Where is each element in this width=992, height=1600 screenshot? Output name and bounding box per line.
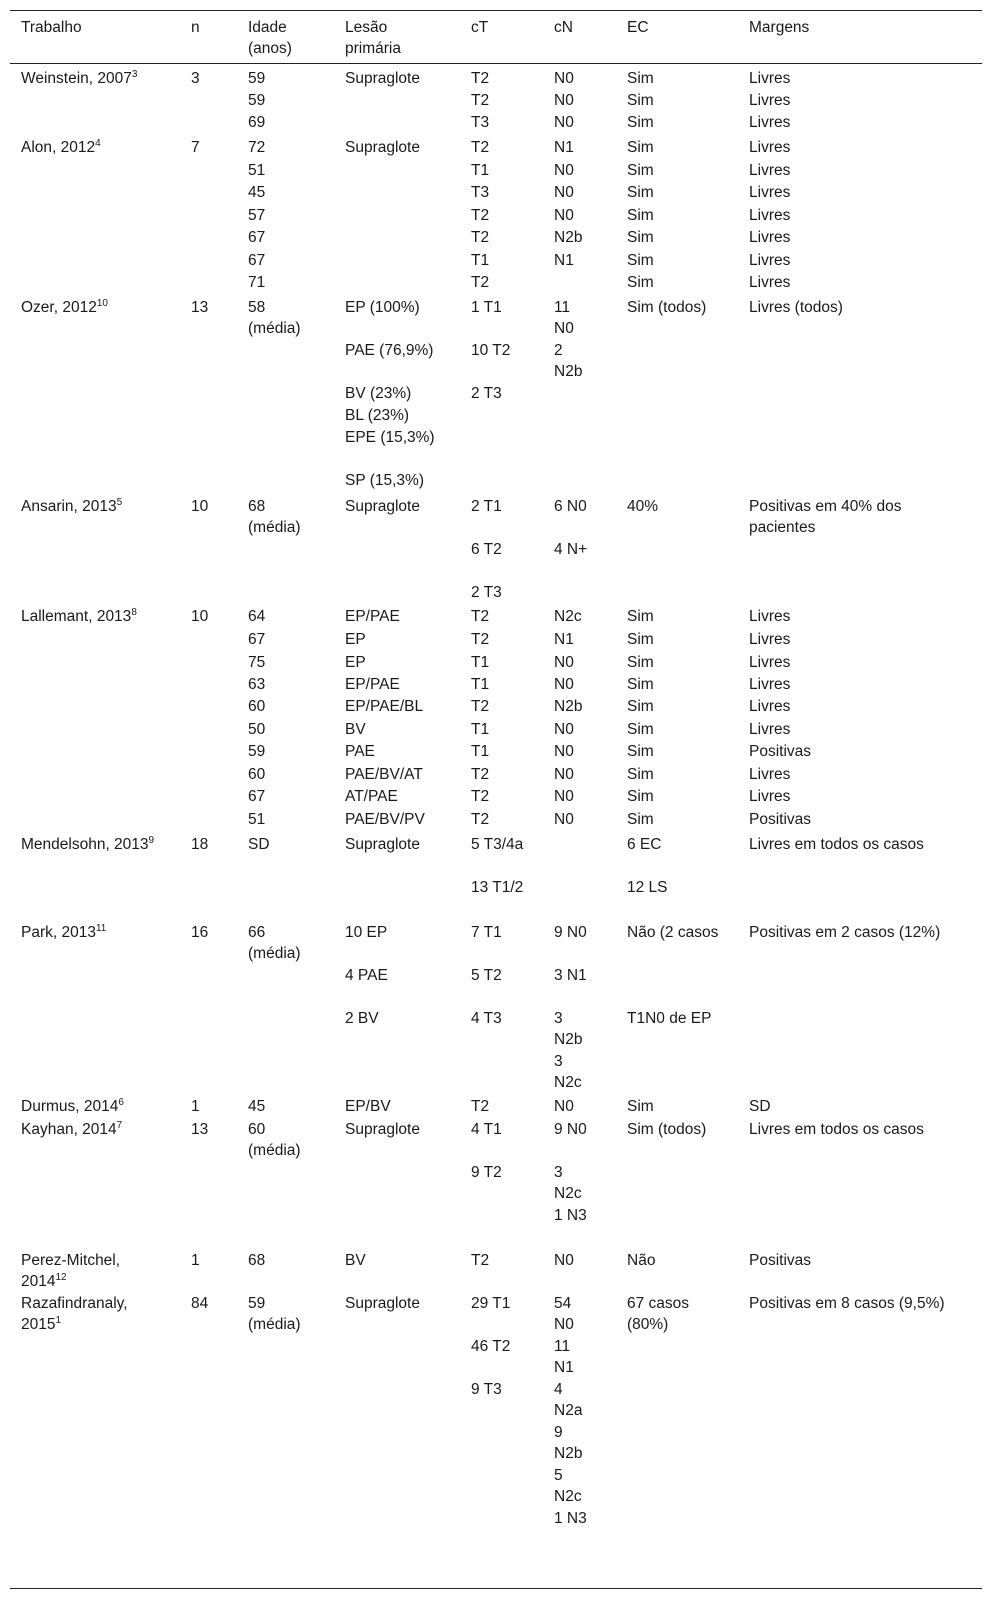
cell-cn: 11 N1: [554, 1338, 574, 1376]
cell-ec: Sim: [627, 252, 654, 269]
col-header-trabalho: Trabalho: [21, 19, 82, 36]
cell-lesao: PAE/BV/PV: [345, 811, 425, 828]
cell-ec: 12 LS: [627, 879, 668, 896]
cell-ec: Sim: [627, 676, 654, 693]
col-header-cn: cN: [554, 19, 573, 36]
cell-margens: Livres: [749, 788, 791, 805]
cell-trabalho: Weinstein, 2007$^3$: [21, 69, 138, 87]
cell-idade: 60: [248, 698, 266, 715]
cell-ec: Sim: [627, 1098, 654, 1115]
cell-margens: Livres: [749, 766, 791, 783]
cell-cn: 9 N0: [554, 924, 587, 941]
cell-ct: 46 T2: [471, 1338, 511, 1355]
cell-ct: T1: [471, 654, 490, 671]
cell-cn: 3 N2b: [554, 1010, 583, 1048]
cell-cn: N0: [554, 743, 574, 760]
cell-n: 10: [191, 608, 209, 625]
cell-lesao: 4 PAE: [345, 967, 388, 984]
cell-lesao: BL (23%): [345, 407, 410, 424]
cell-ec: T1N0 de EP: [627, 1010, 712, 1027]
cell-margens: Livres: [749, 70, 791, 87]
cell-margens: Livres: [749, 114, 791, 131]
cell-lesao: 2 BV: [345, 1010, 379, 1027]
cell-n: 7: [191, 139, 200, 156]
cell-margens: Livres: [749, 698, 791, 715]
cell-idade: 51: [248, 811, 266, 828]
cell-lesao: AT/PAE: [345, 788, 398, 805]
cell-ct: 4 T3: [471, 1010, 502, 1027]
cell-trabalho: Alon, 2012$^4$: [21, 138, 101, 156]
cell-ct: 5 T2: [471, 967, 502, 984]
cell-trabalho: Mendelsohn, 2013$^9$: [21, 835, 155, 853]
cell-margens: Livres: [749, 184, 791, 201]
cell-ct: T2: [471, 1252, 490, 1269]
cell-lesao: SP (15,3%): [345, 472, 424, 489]
cell-lesao: 10 EP: [345, 924, 388, 941]
cell-ec: 67 casos (80%): [627, 1295, 690, 1333]
cell-lesao: EP/PAE: [345, 608, 400, 625]
cell-idade: 68: [248, 1252, 266, 1269]
cell-margens: Livres em todos os casos: [749, 1121, 924, 1138]
cell-n: 84: [191, 1295, 209, 1312]
cell-cn: N0: [554, 1098, 574, 1115]
cell-margens: Livres: [749, 631, 791, 648]
cell-cn: N0: [554, 92, 574, 109]
cell-n: 13: [191, 1121, 209, 1138]
cell-ec: Sim: [627, 207, 654, 224]
cell-idade: 50: [248, 721, 266, 738]
cell-ct: T1: [471, 676, 490, 693]
cell-idade: 75: [248, 654, 266, 671]
cell-ec: 40%: [627, 498, 659, 515]
cell-margens: Positivas: [749, 1252, 812, 1269]
cell-cn: 1 N3: [554, 1510, 587, 1527]
cell-idade: 67: [248, 788, 266, 805]
col-header-ec: EC: [627, 19, 649, 36]
cell-lesao: EP (100%): [345, 299, 420, 316]
cell-cn: N0: [554, 811, 574, 828]
cell-cn: N0: [554, 207, 574, 224]
cell-cn: N0: [554, 654, 574, 671]
cell-ct: T1: [471, 743, 490, 760]
cell-cn: 5 N2c: [554, 1467, 582, 1505]
cell-lesao: EPE (15,3%): [345, 429, 435, 446]
cell-cn: N2b: [554, 698, 583, 715]
cell-idade: 63: [248, 676, 266, 693]
cell-lesao: Supraglote: [345, 70, 420, 87]
cell-ec: Sim: [627, 743, 654, 760]
cell-cn: N0: [554, 114, 574, 131]
cell-ct: 9 T2: [471, 1164, 502, 1181]
cell-ec: Sim: [627, 721, 654, 738]
cell-cn: 6 N0: [554, 498, 587, 515]
reference-number: 11: [95, 923, 107, 934]
cell-cn: N0: [554, 721, 574, 738]
cell-ct: 5 T3/4a: [471, 836, 524, 853]
cell-ec: Sim: [627, 766, 654, 783]
cell-cn: N0: [554, 766, 574, 783]
cell-ec: Sim: [627, 788, 654, 805]
cell-ec: Sim (todos): [627, 1121, 707, 1138]
cell-ct: T2: [471, 788, 490, 805]
cell-idade: 45: [248, 184, 266, 201]
cell-ec: Sim: [627, 654, 654, 671]
cell-cn: N0: [554, 1252, 574, 1269]
cell-cn: N0: [554, 70, 574, 87]
reference-number: 8: [131, 607, 137, 618]
cell-cn: N0: [554, 162, 574, 179]
cell-trabalho: Kayhan, 2014$^7$: [21, 1120, 123, 1138]
cell-trabalho: Ozer, 2012$^{10}$: [21, 298, 108, 316]
cell-trabalho: Razafindranaly, 2015$^1$: [21, 1295, 128, 1333]
cell-ct: T2: [471, 274, 490, 291]
col-header-ct: cT: [471, 19, 489, 36]
cell-idade: 67: [248, 229, 266, 246]
cell-idade: 59 (média): [248, 1295, 301, 1333]
cell-ct: T2: [471, 229, 490, 246]
cell-margens: Positivas em 40% dos pacientes: [749, 498, 902, 536]
cell-ec: Sim: [627, 229, 654, 246]
cell-cn: N0: [554, 184, 574, 201]
cell-ct: 29 T1: [471, 1295, 511, 1312]
cell-n: 18: [191, 836, 209, 853]
cell-lesao: PAE/BV/AT: [345, 766, 423, 783]
cell-ct: T2: [471, 698, 490, 715]
cell-cn: 9 N2b: [554, 1424, 583, 1462]
cell-cn: 3 N2c: [554, 1164, 582, 1202]
cell-margens: Livres: [749, 139, 791, 156]
cell-n: 3: [191, 70, 200, 87]
cell-ct: T1: [471, 162, 490, 179]
cell-lesao: Supraglote: [345, 139, 420, 156]
cell-ct: T2: [471, 608, 490, 625]
cell-lesao: BV: [345, 1252, 366, 1269]
cell-margens: Livres: [749, 229, 791, 246]
cell-ct: 2 T1: [471, 498, 502, 515]
cell-ec: Sim: [627, 274, 654, 291]
cell-cn: 3 N1: [554, 967, 587, 984]
cell-cn: 9 N0: [554, 1121, 587, 1138]
cell-lesao: BV: [345, 721, 366, 738]
cell-n: 10: [191, 498, 209, 515]
cell-idade: 59: [248, 70, 266, 87]
cell-idade: 59: [248, 92, 266, 109]
cell-margens: Positivas em 2 casos (12%): [749, 924, 941, 941]
cell-lesao: EP: [345, 654, 366, 671]
cell-idade: 68 (média): [248, 498, 301, 536]
reference-number: 12: [55, 1272, 67, 1283]
cell-margens: Positivas: [749, 743, 812, 760]
cell-lesao: PAE: [345, 743, 375, 760]
cell-ec: Sim: [627, 92, 654, 109]
cell-margens: Positivas: [749, 811, 812, 828]
cell-ct: 7 T1: [471, 924, 502, 941]
cell-idade: 51: [248, 162, 266, 179]
cell-ec: Sim: [627, 184, 654, 201]
cell-ct: 9 T3: [471, 1381, 502, 1398]
cell-ct: T2: [471, 70, 490, 87]
cell-ec: Sim: [627, 114, 654, 131]
cell-cn: N0: [554, 788, 574, 805]
cell-idade: 58 (média): [248, 299, 301, 337]
cell-ct: T3: [471, 114, 490, 131]
cell-ec: Não: [627, 1252, 656, 1269]
reference-number: 4: [95, 138, 101, 149]
cell-lesao: Supraglote: [345, 1295, 420, 1312]
cell-lesao: EP/BV: [345, 1098, 391, 1115]
cell-lesao: EP: [345, 631, 366, 648]
cell-ec: Sim: [627, 698, 654, 715]
cell-ct: T2: [471, 631, 490, 648]
cell-cn: N1: [554, 139, 574, 156]
cell-n: 1: [191, 1098, 200, 1115]
cell-ec: Sim: [627, 811, 654, 828]
reference-number: 6: [118, 1097, 124, 1108]
cell-margens: Livres: [749, 162, 791, 179]
cell-margens: Livres: [749, 608, 791, 625]
cell-lesao: Supraglote: [345, 498, 420, 515]
cell-cn: N2b: [554, 229, 583, 246]
cell-lesao: EP/PAE/BL: [345, 698, 424, 715]
cell-margens: Livres: [749, 92, 791, 109]
cell-margens: Livres: [749, 654, 791, 671]
cell-lesao: BV (23%): [345, 385, 412, 402]
cell-cn: 11 N0: [554, 299, 574, 337]
cell-idade: 71: [248, 274, 266, 291]
cell-margens: Livres: [749, 676, 791, 693]
cell-ec: Sim: [627, 139, 654, 156]
cell-ct: T2: [471, 1098, 490, 1115]
cell-idade: 45: [248, 1098, 266, 1115]
cell-ec: Sim: [627, 162, 654, 179]
cell-ec: Sim: [627, 631, 654, 648]
cell-idade: 60 (média): [248, 1121, 301, 1159]
cell-idade: 72: [248, 139, 266, 156]
cell-lesao: Supraglote: [345, 836, 420, 853]
col-header-idade: Idade (anos): [248, 19, 292, 57]
cell-ct: T2: [471, 92, 490, 109]
cell-idade: 64: [248, 608, 266, 625]
cell-idade: 67: [248, 252, 266, 269]
reference-number: 7: [116, 1120, 123, 1131]
cell-ct: 2 T3: [471, 584, 502, 601]
cell-idade: 69: [248, 114, 266, 131]
cell-cn: N0: [554, 676, 574, 693]
cell-ct: 10 T2: [471, 342, 511, 359]
cell-idade: 57: [248, 207, 266, 224]
cell-ct: T1: [471, 252, 490, 269]
cell-ec: Não (2 casos: [627, 924, 719, 941]
cell-idade: SD: [248, 836, 270, 853]
cell-margens: SD: [749, 1098, 771, 1115]
cell-cn: 4 N+: [554, 541, 588, 558]
cell-ct: T2: [471, 766, 490, 783]
cell-lesao: EP/PAE: [345, 676, 400, 693]
cell-lesao: Supraglote: [345, 1121, 420, 1138]
cell-idade: 66 (média): [248, 924, 301, 962]
cell-idade: 67: [248, 631, 266, 648]
cell-trabalho: Perez-Mitchel, 2014$^{12}$: [21, 1252, 121, 1290]
cell-cn: N1: [554, 252, 574, 269]
col-header-n: n: [191, 19, 200, 36]
cell-margens: Livres: [749, 207, 791, 224]
cell-ct: T1: [471, 721, 490, 738]
cell-cn: 1 N3: [554, 1207, 587, 1224]
cell-margens: Livres em todos os casos: [749, 836, 924, 853]
cell-cn: N1: [554, 631, 574, 648]
cell-cn: 54 N0: [554, 1295, 574, 1333]
cell-trabalho: Durmus, 2014$^6$: [21, 1097, 124, 1115]
cell-ct: T2: [471, 207, 490, 224]
cell-margens: Livres: [749, 274, 791, 291]
cell-cn: 4 N2a: [554, 1381, 583, 1419]
cell-ct: T2: [471, 139, 490, 156]
cell-margens: Positivas em 8 casos (9,5%): [749, 1295, 945, 1312]
cell-trabalho: Park, 2013$^{11}$: [21, 923, 107, 941]
cell-cn: 2 N2b: [554, 342, 583, 380]
cell-idade: 60: [248, 766, 266, 783]
reference-number: 10: [96, 298, 108, 309]
col-header-margens: Margens: [749, 19, 810, 36]
cell-cn: 3 N2c: [554, 1053, 582, 1091]
cell-ct: T3: [471, 184, 490, 201]
cell-ct: T2: [471, 811, 490, 828]
cell-ct: 2 T3: [471, 385, 502, 402]
cell-ec: 6 EC: [627, 836, 662, 853]
reference-number: 3: [131, 69, 138, 80]
cell-cn: N2c: [554, 608, 582, 625]
cell-ec: Sim (todos): [627, 299, 707, 316]
cell-idade: 59: [248, 743, 266, 760]
reference-number: 5: [116, 497, 123, 508]
cell-margens: Livres: [749, 721, 791, 738]
cell-n: 16: [191, 924, 209, 941]
cell-lesao: PAE (76,9%): [345, 342, 434, 359]
cell-ct: 6 T2: [471, 541, 502, 558]
reference-number: 9: [148, 835, 155, 846]
col-header-lesao: Lesão primária: [345, 19, 401, 57]
cell-ct: 13 T1/2: [471, 879, 524, 896]
cell-margens: Livres: [749, 252, 791, 269]
cell-trabalho: Lallemant, 2013$^8$: [21, 607, 137, 625]
reference-number: 1: [55, 1315, 62, 1326]
cell-ec: Sim: [627, 70, 654, 87]
cell-n: 13: [191, 299, 209, 316]
cell-ct: 1 T1: [471, 299, 502, 316]
cell-trabalho: Ansarin, 2013$^5$: [21, 497, 123, 515]
cell-n: 1: [191, 1252, 200, 1269]
cell-ec: Sim: [627, 608, 654, 625]
cell-ct: 4 T1: [471, 1121, 502, 1138]
cell-margens: Livres (todos): [749, 299, 843, 316]
